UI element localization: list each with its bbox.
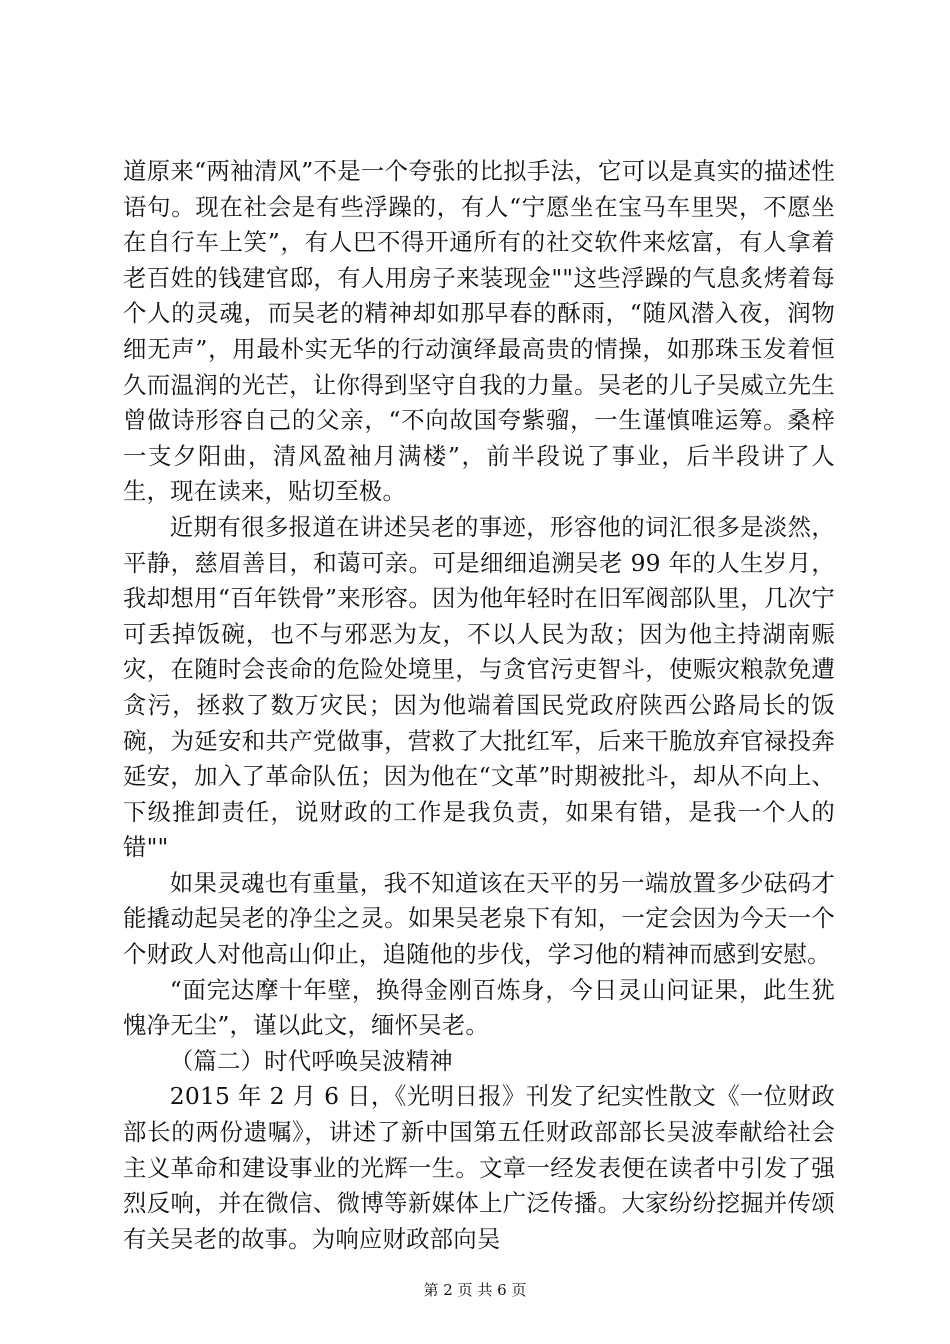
paragraph-continued: 道原来“两袖清风”不是一个夸张的比拟手法，它可以是真实的描述性语句。现在社会是有些浮躁的，有人“宁愿坐在宝马车里哭，不愿坐在自行车上笑”，有人巴不得开通所有的社交软件来炫富，有人拿着老百姓的钱建官邸，有人用房子来装现金""这些浮躁的气息炙烤着每个人的灵魂，而吴老的精神却如那早春的酥雨，“随风潜入夜，润物细无声”，用最朴实无华的行动演绎最高贵的情操，如那珠玉发着恒久而温润的光芒，让你得到坚守自我的力量。吴老的儿子吴威立先生曾做诗形容自己的父亲，“不向故国夸紫骝，一生谨慎唯运筹。桑梓一支夕阳曲，清风盈袖月满楼”，前半段说了事业，后半段讲了人生，现在读来，贴切至极。: [123, 157, 835, 506]
paragraph-guangming-daily: 2015 年 2 月 6 日，《光明日报》刊发了纪实性散文《一位财政部长的两份遗嘱》，讲述了新中国第五任财政部部长吴波奉献给社会主义革命和建设事业的光辉一生。文章一经发表便在读者中引发了强烈反响，并在微信、微博等新媒体上广泛传播。大家纷纷挖掘并传颂有关吴老的故事。为响应财政部向吴: [123, 1082, 835, 1253]
page-number-footer: 第 2 页 共 6 页: [423, 1281, 527, 1299]
paragraph-iron-bones: 近期有很多报道在讲述吴老的事迹，形容他的词汇很多是淡然，平静，慈眉善目，和蔼可亲。可是细细追溯吴老 99 年的人生岁月，我却想用“百年铁骨”来形容。因为他年轻时在旧军阀部队里，几次宁可丢掉饭碗，也不与邪恶为友，不以人民为敌；因为他主持湖南赈灾，在随时会丧命的危险处境里，与贪官污吏智斗，使赈灾粮款免遭贪污，拯救了数万灾民；因为他端着国民党政府陕西公路局长的饭碗，为延安和共产党做事，营救了大批红军，后来干脆放弃官禄投奔延安，加入了革命队伍；因为他在“文革”时期被批斗，却从不向上、下级推卸责任，说财政的工作是我负责，如果有错，是我一个人的错"": [123, 512, 835, 862]
section-heading: （篇二）时代呼唤吴波精神: [169, 1046, 453, 1075]
paragraph-soul-weight: 如果灵魂也有重量，我不知道该在天平的另一端放置多少砝码才能撬动起吴老的净尘之灵。如果吴老泉下有知，一定会因为今天一个个财政人对他高山仰止，追随他的步伐，学习他的精神而感到安慰。: [123, 868, 835, 969]
paragraph-poem-tribute: “面完达摩十年壁，换得金刚百炼身，今日灵山问证果，此生犹愧净无尘”，谨以此文，缅怀吴老。: [123, 975, 835, 1040]
document-body: [123, 154, 835, 1257]
